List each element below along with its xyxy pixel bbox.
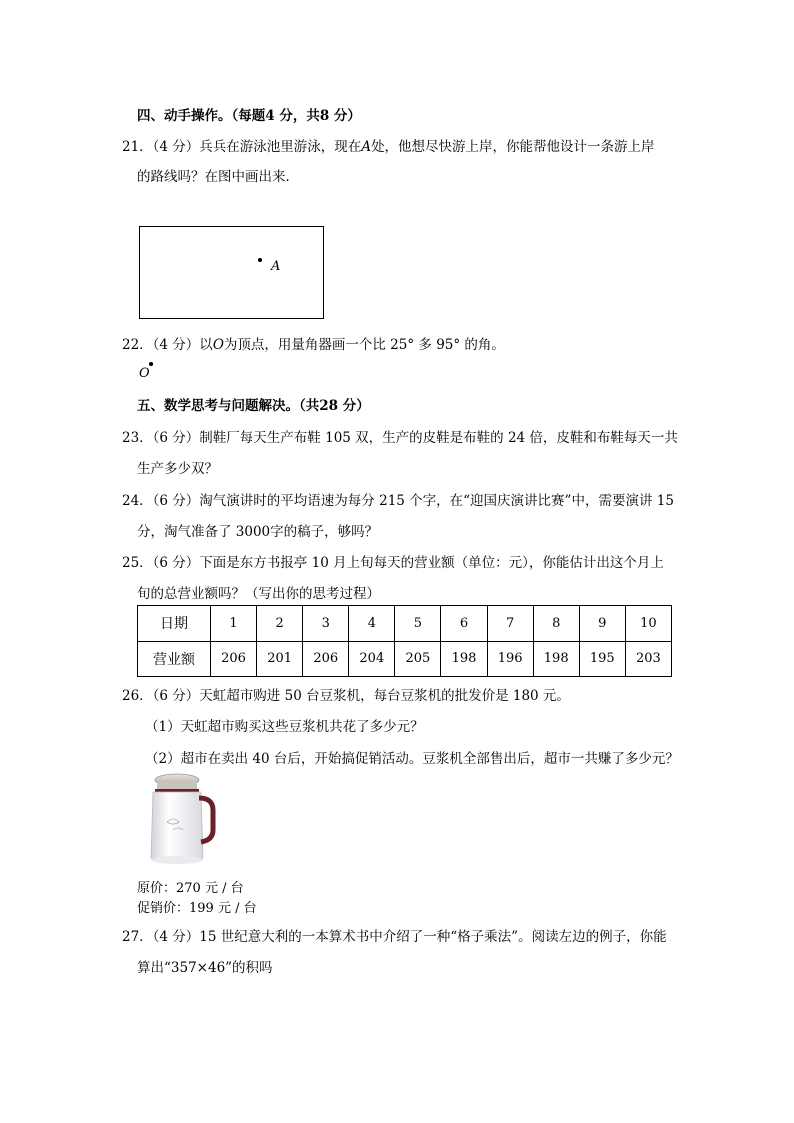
- q22-prefix: 22．（4 分）以: [122, 337, 213, 353]
- section-5-title: 五、数学思考与问题解决。（共28 分）: [137, 398, 370, 414]
- amount-cell: 206: [211, 641, 257, 677]
- original-price: 原价：270 元 / 台: [137, 881, 244, 896]
- q21-line1-suffix: 处，他想尽快游上岸，你能帮他设计一条游上岸: [371, 139, 655, 155]
- point-a-dot: [258, 258, 262, 262]
- q21-line2: 的路线吗？在图中画出来．: [137, 169, 299, 185]
- q24-line2: 分，淘气准备了 3000字的稿子，够吗？: [137, 524, 379, 540]
- day-cell: 6: [441, 606, 487, 642]
- q22-var: O: [212, 337, 224, 353]
- q23-line1: 23．（6 分）制鞋厂每天生产布鞋 105 双，生产的皮鞋是布鞋的 24 倍，皮鞋和布鞋每天一共: [122, 430, 678, 446]
- amount-cell: 198: [441, 641, 487, 677]
- q21-line1-prefix: 21．（4 分）兵兵在游泳池里游泳，现在: [122, 139, 362, 155]
- sales-table: [137, 605, 672, 677]
- pool-rectangle: [139, 226, 324, 319]
- day-cell: 2: [257, 606, 303, 642]
- q21-line1: [122, 135, 655, 155]
- soymilk-maker-illustration: [143, 770, 223, 870]
- q22-suffix: 为顶点，用量角器画一个比 25° 多 95° 的角。: [223, 337, 505, 353]
- q22-line: [122, 333, 505, 353]
- q26-sub2: （2）超市在卖出 40 台后，开始搞促销活动。豆浆机全部售出后，超市一共赚了多少元？: [145, 751, 679, 767]
- amount-cell: 206: [303, 641, 349, 677]
- point-o-dot: [149, 362, 153, 366]
- day-cell: 8: [533, 606, 579, 642]
- day-cell: 3: [303, 606, 349, 642]
- q26-sub1: （1）天虹超市购买这些豆浆机共花了多少元？: [145, 719, 424, 735]
- amount-cell: 195: [579, 641, 625, 677]
- amount-cell: 205: [395, 641, 441, 677]
- q23-line2: 生产多少双？: [137, 461, 218, 477]
- amount-cell: 203: [625, 641, 671, 677]
- amount-cell: 204: [349, 641, 395, 677]
- q24-line1: 24．（6 分）淘气演讲时的平均语速为每分 215 个字，在“迎国庆演讲比赛”中，需要演讲 15: [122, 493, 674, 509]
- q25-line2: 旬的总营业额吗？（写出你的思考过程）: [137, 586, 380, 602]
- point-o-label: O: [139, 366, 150, 381]
- table-row: [138, 606, 672, 642]
- amount-header: 营业额: [138, 641, 211, 677]
- promo-price: 促销价：199 元 / 台: [137, 901, 257, 916]
- day-cell: 1: [211, 606, 257, 642]
- amount-cell: 196: [487, 641, 533, 677]
- table-row: [138, 641, 672, 677]
- q27-line2: 算出“357×46”的积吗: [137, 960, 273, 976]
- day-cell: 10: [625, 606, 671, 642]
- day-cell: 5: [395, 606, 441, 642]
- amount-cell: 198: [533, 641, 579, 677]
- q25-line1: 25．（6 分）下面是东方书报亭 10 月上旬每天的营业额（单位：元），你能估计出这个月上: [122, 555, 664, 571]
- date-header: 日期: [138, 606, 211, 642]
- q21-line1-var: A: [361, 139, 372, 155]
- point-a-label: A: [271, 259, 281, 274]
- day-cell: 4: [349, 606, 395, 642]
- q26-line1: 26．（6 分）天虹超市购进 50 台豆浆机，每台豆浆机的批发价是 180 元。: [122, 688, 570, 704]
- amount-cell: 201: [257, 641, 303, 677]
- q27-line1: 27．（4 分）15 世纪意大利的一本算术书中介绍了一种“格子乘法”。阅读左边的例子，你能: [122, 929, 667, 945]
- day-cell: 7: [487, 606, 533, 642]
- day-cell: 9: [579, 606, 625, 642]
- section-4-title: 四、动手操作。（每题4 分，共8 分）: [137, 108, 361, 124]
